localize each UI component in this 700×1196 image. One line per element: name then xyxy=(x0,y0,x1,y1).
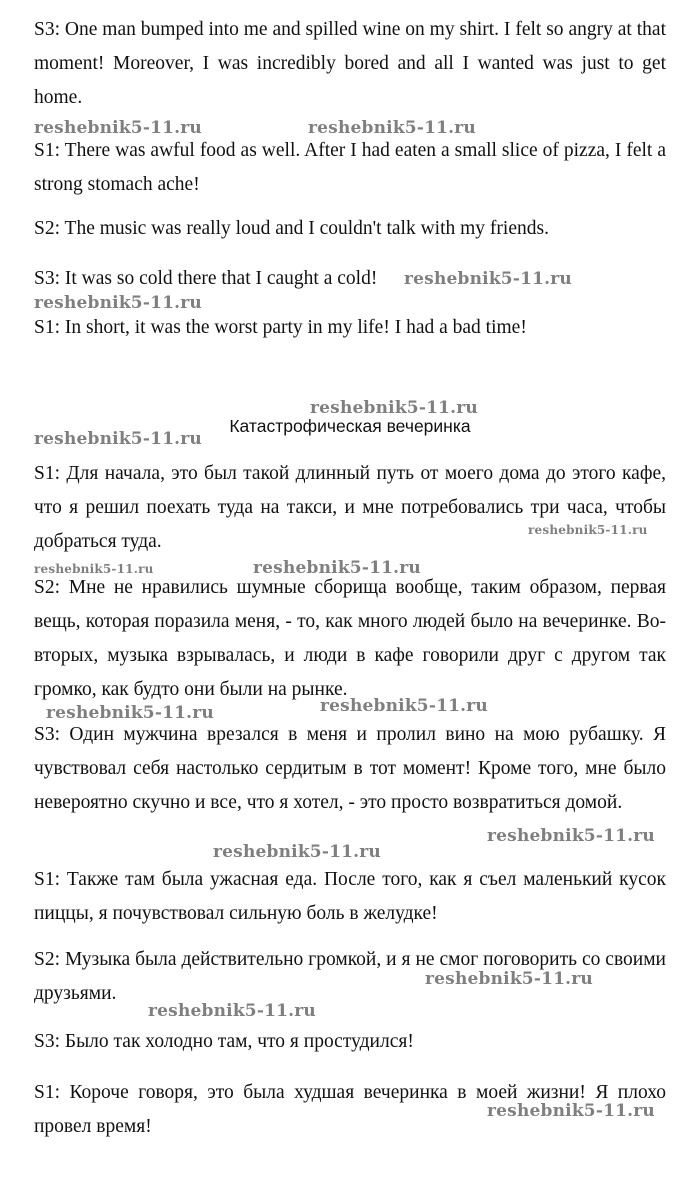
paragraph-ru-s3-wine: S3: Один мужчина врезался в меня и пролил вино на мою рубашку. Я чувствовал себя настолько сердитым в тот момент! Кроме того, мне было невероятно скучно и все, что я хотел, - это просто возвратиться домой. xyxy=(34,724,666,813)
watermark: reshebnik5-11.ru xyxy=(213,842,381,862)
watermark: reshebnik5-11.ru xyxy=(34,293,202,313)
paragraph-en-s3-wine: S3: One man bumped into me and spilled wine on my shirt. I felt so angry at that moment! Moreover, I was incredibly bored and all I wanted was just to get home. xyxy=(34,19,666,108)
watermark: reshebnik5-11.ru xyxy=(34,118,202,138)
watermark: reshebnik5-11.ru xyxy=(34,562,154,576)
watermark: reshebnik5-11.ru xyxy=(425,969,593,989)
paragraph-ru-s2-music: S2: Музыка была действительно громкой, и я не смог поговорить со своими друзьями. xyxy=(34,949,666,1004)
watermark: reshebnik5-11.ru xyxy=(308,118,476,138)
page-title: Катастрофическая вечеринка xyxy=(229,416,471,436)
watermark: reshebnik5-11.ru xyxy=(148,1001,316,1021)
watermark: reshebnik5-11.ru xyxy=(404,269,572,289)
watermark: reshebnik5-11.ru xyxy=(34,429,202,449)
watermark: reshebnik5-11.ru xyxy=(528,523,648,537)
watermark: reshebnik5-11.ru xyxy=(487,1101,655,1121)
watermark: reshebnik5-11.ru xyxy=(487,826,655,846)
paragraph-ru-s1-short: S1: Короче говоря, это была худшая вечеринка в моей жизни! Я плохо провел время! xyxy=(34,1082,666,1137)
paragraph-ru-s2-noise: S2: Мне не нравились шумные сборища вообще, таким образом, первая вещь, которая поразила меня, - то, как много людей было на вечеринке. Во-вторых, музыка взрывалась, и люди в кафе говорили друг с другом так громко, как будто они были на рынке. xyxy=(34,577,666,700)
paragraph-en-s1-food: S1: There was awful food as well. After I had eaten a small slice of pizza, I felt a strong stomach ache! xyxy=(34,140,666,195)
paragraph-ru-s1-way: S1: Для начала, это был такой длинный путь от моего дома до этого кафе, что я решил поехать туда на такси, и мне потребовались три часа, чтобы добраться туда. xyxy=(34,463,666,552)
paragraph-en-s3-cold: S3: It was so cold there that I caught a cold! xyxy=(34,268,378,289)
watermark: reshebnik5-11.ru xyxy=(253,558,421,578)
paragraph-ru-s1-food: S1: Также там была ужасная еда. После того, как я съел маленький кусок пиццы, я почувствовал сильную боль в желудке! xyxy=(34,869,666,924)
watermark: reshebnik5-11.ru xyxy=(46,703,214,723)
watermark: reshebnik5-11.ru xyxy=(310,398,478,418)
paragraph-en-s1-short: S1: In short, it was the worst party in my life! I had a bad time! xyxy=(34,317,527,338)
paragraph-ru-s3-cold: S3: Было так холодно там, что я простудился! xyxy=(34,1031,414,1052)
watermark: reshebnik5-11.ru xyxy=(320,696,488,716)
paragraph-en-s2-music: S2: The music was really loud and I couldn't talk with my friends. xyxy=(34,218,549,239)
